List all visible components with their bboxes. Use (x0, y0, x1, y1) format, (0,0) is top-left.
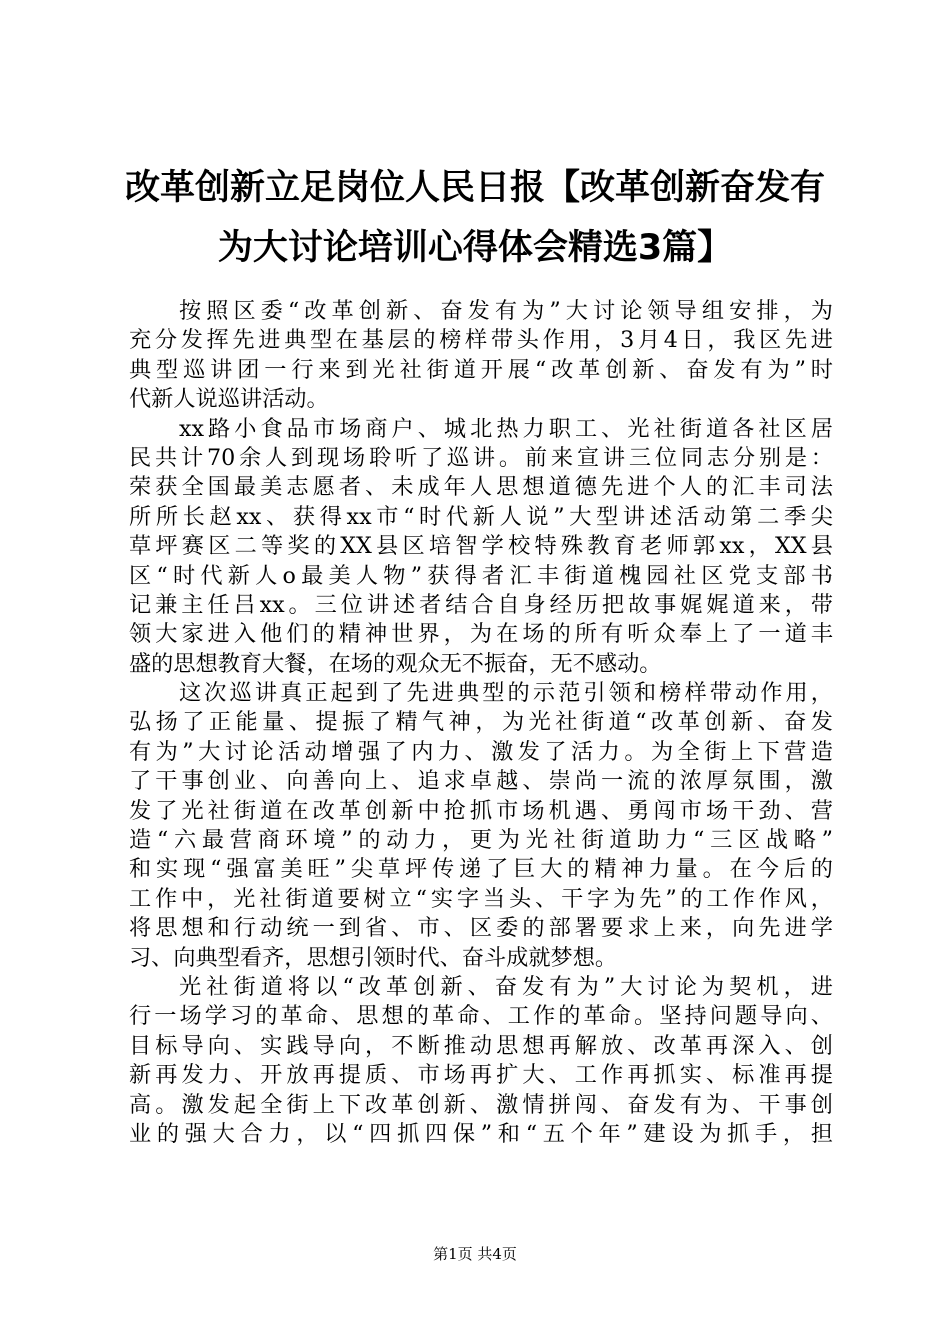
paragraph-line: 工作中，光社街道要树立“实字当头、干字为先”的工作作风， (129, 885, 833, 912)
paragraph-line: 发了光社街道在改革创新中抢抓市场机遇、勇闯市场干劲、营 (129, 797, 833, 824)
paragraph-line: 荣获全国最美志愿者、未成年人思想道德先进个人的汇丰司法 (129, 474, 833, 501)
paragraph-line: 新再发力、开放再提质、市场再扩大、工作再抓实、标准再提 (129, 1062, 833, 1089)
paragraph-line: 按照区委“改革创新、奋发有为”大讨论领导组安排，为 (179, 298, 833, 324)
document-body (129, 297, 833, 1149)
paragraph-line: 记兼主任吕xx。三位讲述者结合自身经历把故事娓娓道来，带 (129, 591, 833, 618)
paragraph-line: 充分发挥先进典型在基层的榜样带头作用，3月4日，我区先进 (129, 327, 833, 354)
paragraph (129, 415, 833, 680)
paragraph-line: 代新人说巡讲活动。 (129, 386, 329, 413)
paragraph-line: 将思想和行动统一到省、市、区委的部署要求上来，向先进学 (129, 915, 833, 942)
paragraph-line: 弘扬了正能量、提振了精气神，为光社街道“改革创新、奋发 (129, 709, 833, 736)
paragraph-line: 高。激发起全街上下改革创新、激情拼闯、奋发有为、干事创 (129, 1091, 833, 1118)
paragraph-line: 民共计70余人到现场聆听了巡讲。前来宣讲三位同志分别是： (129, 444, 833, 471)
document-title-line-1: 改革创新立足岗位人民日报【改革创新奋发有 (124, 168, 825, 208)
paragraph-line: 和实现“强富美旺”尖草坪传递了巨大的精神力量。在今后的 (129, 856, 833, 883)
paragraph-line: 所所长赵xx、获得xx市“时代新人说”大型讲述活动第二季尖 (129, 503, 833, 530)
paragraph-line: 区“时代新人o最美人物”获得者汇丰街道槐园社区党支部书 (129, 562, 833, 589)
paragraph-line: 造“六最营商环境”的动力，更为光社街道助力“三区战略” (129, 827, 833, 854)
paragraph-line: 习、向典型看齐，思想引领时代、奋斗成就梦想。 (129, 944, 618, 971)
paragraph-line: 典型巡讲团一行来到光社街道开展“改革创新、奋发有为”时 (129, 356, 833, 383)
paragraph-line: 行一场学习的革命、思想的革命、工作的革命。坚持问题导向、 (129, 1003, 833, 1030)
paragraph (129, 297, 833, 415)
document-title-line-2: 为大讨论培训心得体会精选3篇】 (217, 228, 733, 268)
paragraph-line: xx路小食品市场商户、城北热力职工、光社街道各社区居 (179, 415, 833, 442)
paragraph-line: 这次巡讲真正起到了先进典型的示范引领和榜样带动作用， (179, 680, 833, 707)
paragraph-line: 有为”大讨论活动增强了内力、激发了活力。为全街上下营造 (129, 738, 833, 765)
paragraph (129, 973, 833, 1149)
paragraph-line: 目标导向、实践导向，不断推动思想再解放、改革再深入、创 (129, 1032, 833, 1059)
paragraph-line: 草坪赛区二等奖的XX县区培智学校特殊教育老师郭xx，XX县 (129, 533, 833, 560)
paragraph (129, 679, 833, 973)
paragraph-line: 光社街道将以“改革创新、奋发有为”大讨论为契机，进 (179, 973, 833, 1000)
paragraph-line: 领大家进入他们的精神世界，为在场的所有听众奉上了一道丰 (129, 621, 833, 648)
page-footer: 第1页 共4页 (433, 1245, 517, 1263)
paragraph-line: 业的强大合力，以“四抓四保”和“五个年”建设为抓手，担 (129, 1120, 833, 1147)
paragraph-line: 了干事创业、向善向上、追求卓越、崇尚一流的浓厚氛围，激 (129, 768, 833, 795)
paragraph-line: 盛的思想教育大餐，在场的观众无不振奋，无不感动。 (129, 650, 662, 677)
